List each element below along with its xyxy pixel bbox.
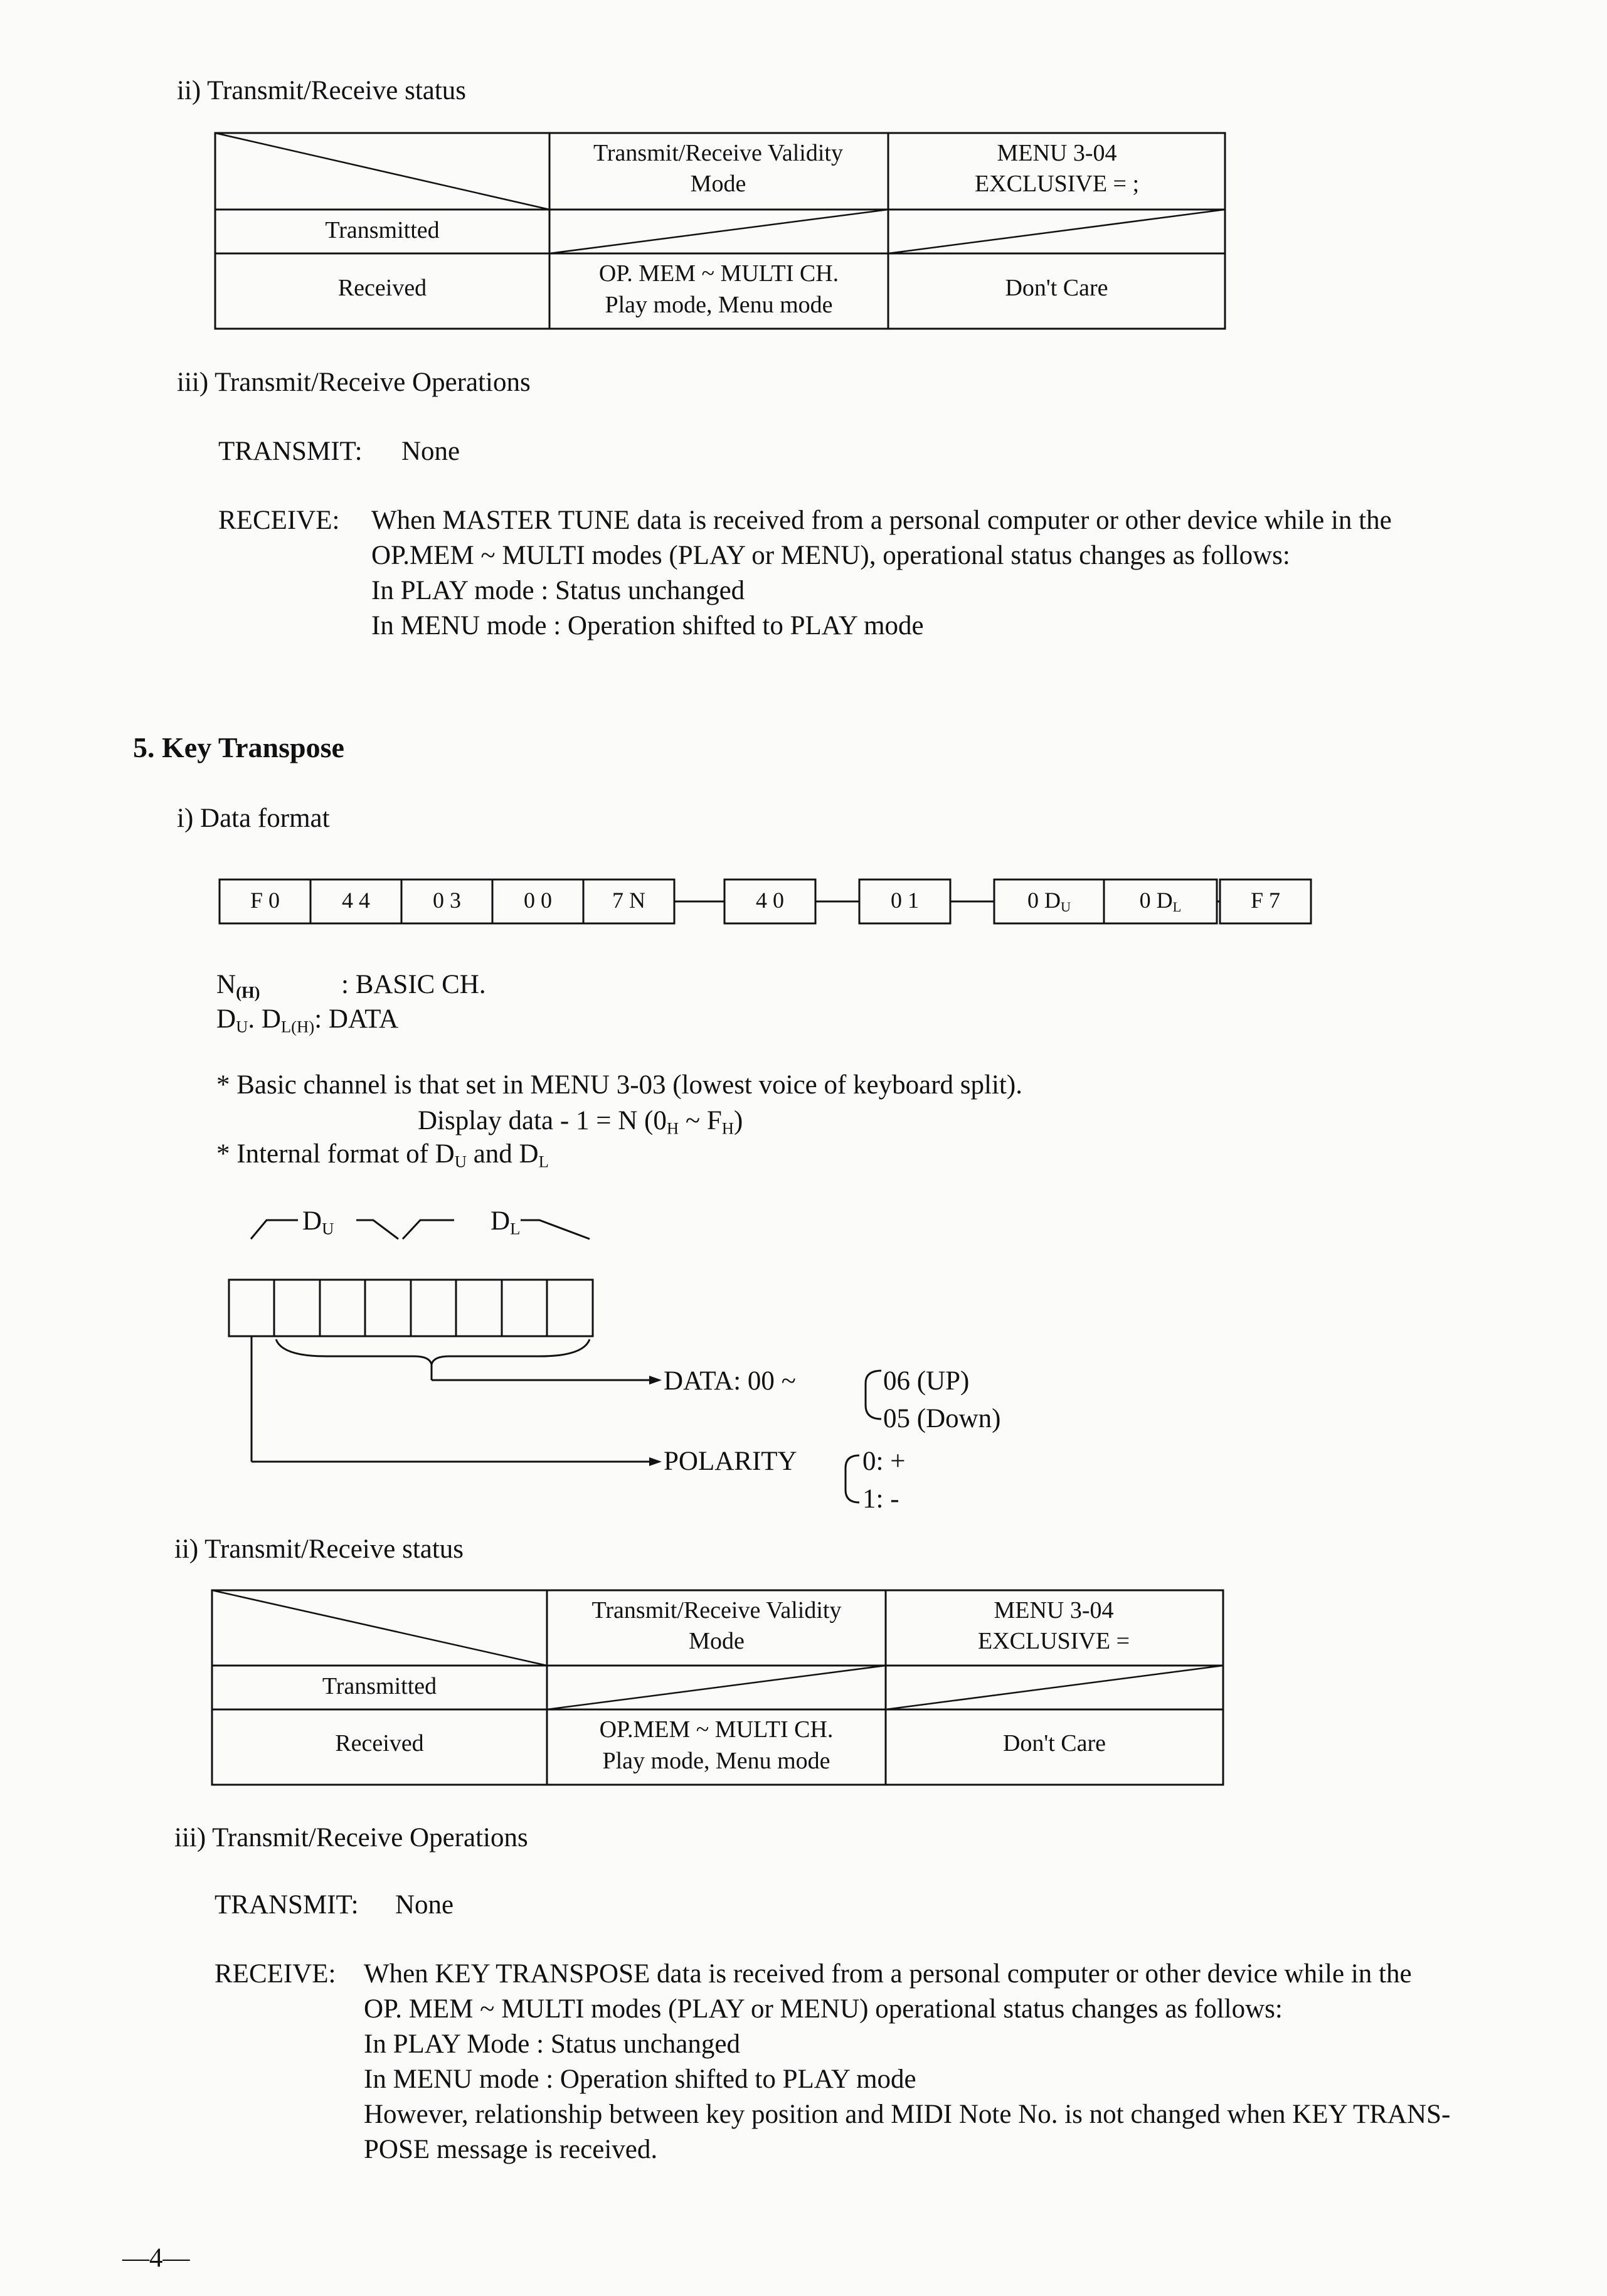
receive-line-5: OP. MEM ~ MULTI modes (PLAY or MENU) operational status changes as follows: bbox=[364, 1994, 1283, 2024]
note-if-mid: and D bbox=[466, 1139, 539, 1169]
receive-line-5: In MENU mode : Operation shifted to PLAY mode bbox=[364, 2065, 916, 2094]
byte-box: 7 N bbox=[612, 888, 645, 913]
receive-line-prev: In PLAY mode : Status unchanged bbox=[371, 576, 745, 605]
table5-col1-header: Transmit/Receive Validity Mode bbox=[591, 1597, 842, 1655]
byte-box: 0 3 bbox=[433, 888, 461, 913]
byte-box: F 0 bbox=[250, 888, 280, 913]
transmit-label-5: TRANSMIT: bbox=[215, 1890, 359, 1920]
byte-box: 4 4 bbox=[342, 888, 370, 913]
note-if-sub1: U bbox=[454, 1152, 467, 1171]
def-n-sub: (H) bbox=[236, 982, 260, 1002]
receive-line-prev: OP.MEM ~ MULTI modes (PLAY or MENU), operational status changes as follows: bbox=[371, 541, 1290, 570]
table-prev-col1-header: Transmit/Receive Validity Mode bbox=[593, 140, 843, 198]
byte-dl-prefix: 0 D bbox=[1139, 888, 1173, 913]
transmit-value-prev: None bbox=[401, 437, 460, 466]
transmit-label-prev: TRANSMIT: bbox=[218, 437, 363, 466]
diag-data-down: 05 (Down) bbox=[883, 1404, 1001, 1433]
byte-box-40: 4 0 bbox=[756, 888, 784, 913]
receive-line-prev: When MASTER TUNE data is received from a personal computer or other device while in the bbox=[371, 506, 1392, 535]
note-if-sub2: L bbox=[538, 1152, 549, 1171]
ops-heading-prev: iii) Transmit/Receive Operations bbox=[177, 368, 531, 397]
table5-received-mode-2: Play mode, Menu mode bbox=[602, 1748, 830, 1774]
diag-dl-sub: L bbox=[510, 1219, 521, 1238]
def-d-symbol: D bbox=[216, 1004, 236, 1034]
table-prev-col2-header: MENU 3-04 EXCLUSIVE = ; bbox=[974, 140, 1140, 198]
diag-dl: D bbox=[491, 1206, 511, 1236]
page-number: —4— bbox=[122, 2243, 190, 2273]
def-d-sep: . D bbox=[248, 1004, 281, 1034]
table-prev-received-mode-2: Play mode, Menu mode bbox=[605, 292, 833, 318]
note-dd-suffix: ) bbox=[734, 1106, 743, 1135]
status-heading-5: ii) Transmit/Receive status bbox=[174, 1534, 464, 1564]
status-heading-prev: ii) Transmit/Receive status bbox=[177, 76, 467, 105]
data-format-heading: i) Data format bbox=[177, 804, 330, 833]
table-prev-row-transmitted: Transmitted bbox=[325, 217, 440, 243]
diag-pol-plus: 0: + bbox=[862, 1447, 906, 1476]
byte-box: 0 0 bbox=[524, 888, 552, 913]
table5-received-mode-1: OP.MEM ~ MULTI CH. bbox=[599, 1716, 834, 1743]
note-dd-sub1: H bbox=[666, 1119, 679, 1138]
receive-line-5: However, relationship between key position and MIDI Note No. is not changed when KEY TRANS- bbox=[364, 2100, 1451, 2129]
def-n-symbol: N bbox=[216, 970, 236, 999]
byte-du-prefix: 0 D bbox=[1027, 888, 1061, 913]
note-if-prefix: * Internal format of D bbox=[216, 1139, 455, 1169]
def-d-sub-lh: L(H) bbox=[280, 1017, 315, 1036]
def-n-text: : BASIC CH. bbox=[341, 970, 486, 999]
byte-box-f7: F 7 bbox=[1250, 888, 1281, 913]
table5-received-menu: Don't Care bbox=[1002, 1730, 1106, 1757]
diag-polarity-label: POLARITY bbox=[664, 1447, 797, 1476]
note-dd-mid: ~ F bbox=[679, 1106, 722, 1135]
byte-du-sub: U bbox=[1060, 899, 1071, 915]
def-d-sub-u: U bbox=[236, 1017, 248, 1036]
ops-heading-5: iii) Transmit/Receive Operations bbox=[174, 1823, 528, 1852]
byte-box-01: 0 1 bbox=[891, 888, 919, 913]
table-prev-row-received: Received bbox=[337, 275, 427, 301]
receive-line-5: When KEY TRANSPOSE data is received from a personal computer or other device while in the bbox=[364, 1959, 1412, 1989]
diag-pol-minus: 1: - bbox=[862, 1484, 899, 1514]
table5-col2-header: MENU 3-04 EXCLUSIVE = bbox=[977, 1597, 1130, 1655]
byte-dl-sub: L bbox=[1172, 899, 1182, 915]
receive-label-prev: RECEIVE: bbox=[218, 506, 340, 535]
note-basic-channel: * Basic channel is that set in MENU 3-03 (lowest voice of keyboard split). bbox=[216, 1070, 1022, 1100]
diag-data-up: 06 (UP) bbox=[883, 1366, 970, 1396]
receive-line-5: POSE message is received. bbox=[364, 2135, 658, 2164]
note-dd-prefix: Display data - 1 = N (0 bbox=[418, 1106, 667, 1135]
diag-data-label: DATA: 00 ~ bbox=[664, 1366, 796, 1396]
table5-row-transmitted: Transmitted bbox=[322, 1673, 437, 1699]
def-d-text: : DATA bbox=[314, 1004, 399, 1034]
transmit-value-5: None bbox=[395, 1890, 454, 1920]
table5-row-received: Received bbox=[335, 1730, 424, 1757]
diag-du-sub: U bbox=[322, 1219, 334, 1238]
receive-label-5: RECEIVE: bbox=[215, 1959, 336, 1989]
section5-title: 5. Key Transpose bbox=[133, 731, 344, 763]
diag-du: D bbox=[302, 1206, 322, 1236]
receive-line-prev: In MENU mode : Operation shifted to PLAY mode bbox=[371, 611, 924, 640]
table-prev-received-mode-1: OP. MEM ~ MULTI CH. bbox=[598, 260, 839, 287]
note-dd-sub2: H bbox=[721, 1119, 735, 1138]
receive-line-5: In PLAY Mode : Status unchanged bbox=[364, 2029, 740, 2059]
table-prev-received-menu: Don't Care bbox=[1005, 275, 1108, 301]
